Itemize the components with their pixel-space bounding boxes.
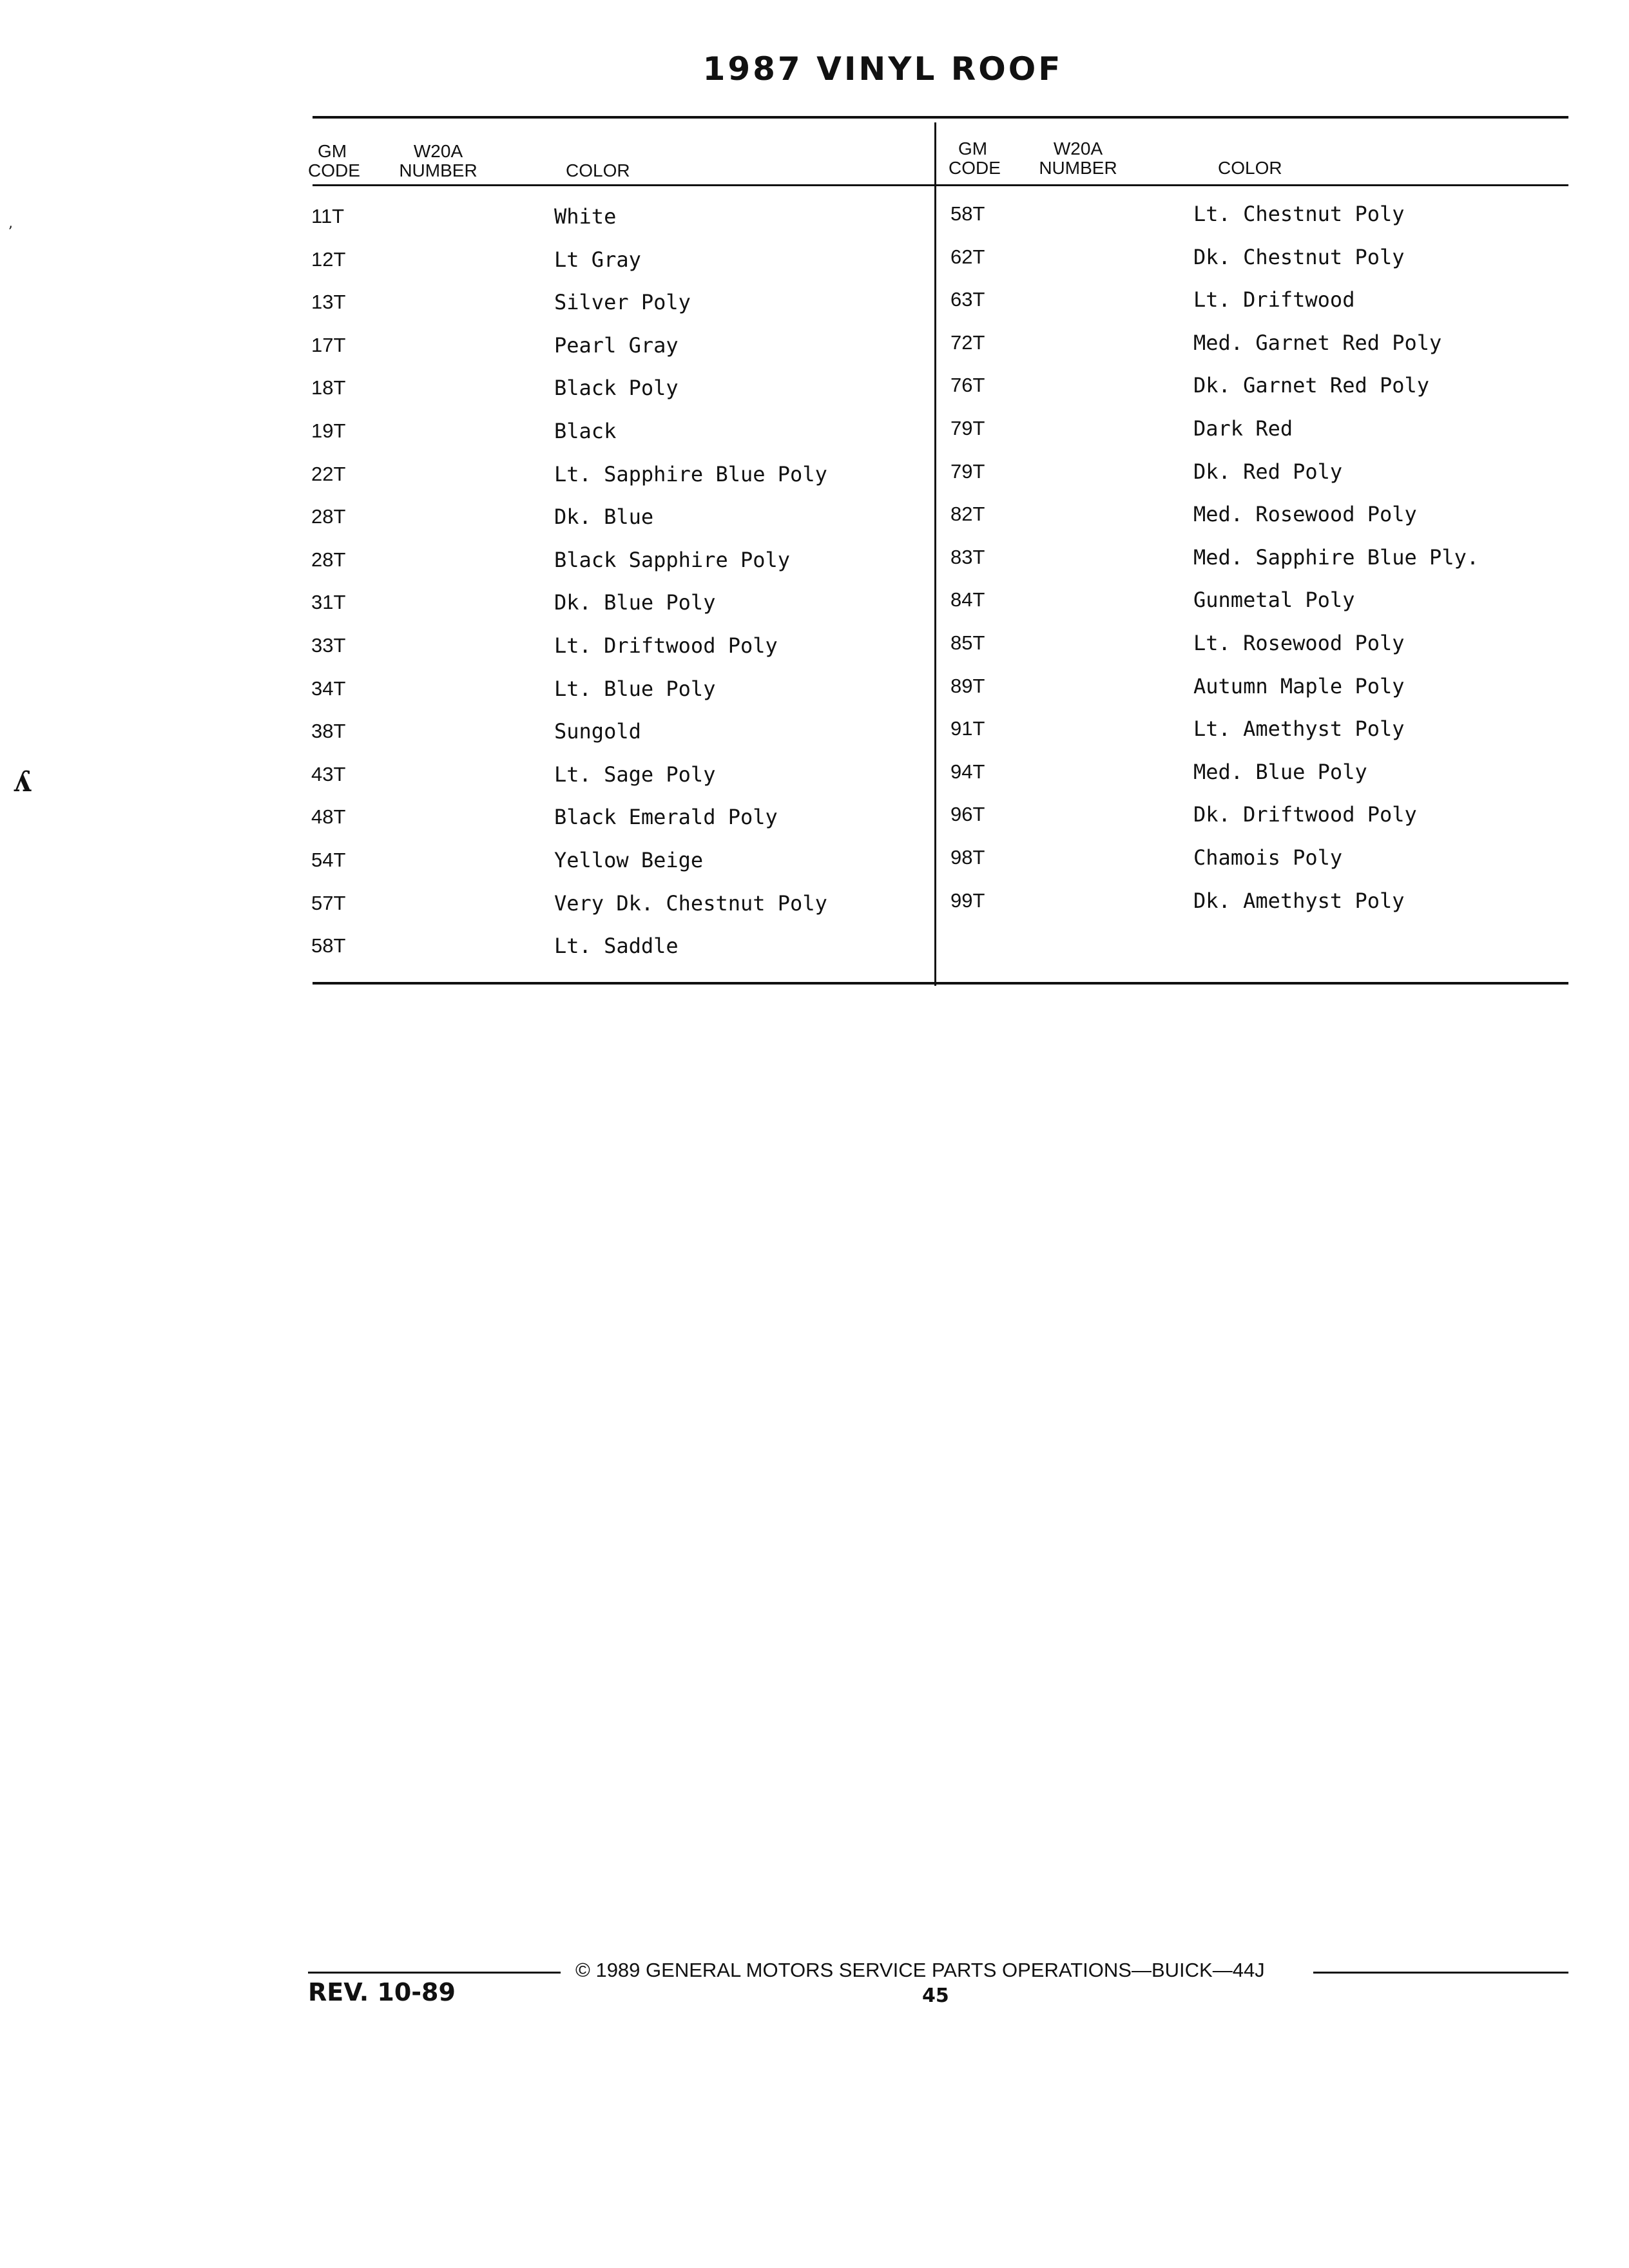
header-color-right <box>1218 159 1282 178</box>
revision-label: REV. 10-89 <box>308 1978 456 2006</box>
gm-code-cell: 13T <box>311 291 346 313</box>
color-cell: Lt. Rosewood Poly <box>1193 631 1405 655</box>
header-underline-rule <box>313 184 1568 186</box>
gm-code-cell: 54T <box>311 849 346 871</box>
header-w20a-line2: NUMBER <box>399 160 477 180</box>
header-gm-code-left <box>308 141 360 180</box>
color-cell: Black Poly <box>554 376 679 400</box>
gm-code-cell: 94T <box>950 760 985 783</box>
gm-code-cell: 58T <box>311 934 346 957</box>
gm-code-cell: 82T <box>950 503 985 525</box>
gm-code-cell: 33T <box>311 634 346 657</box>
gm-code-cell: 62T <box>950 245 985 268</box>
color-cell: Dark Red <box>1193 416 1293 441</box>
header-gm-code-right <box>949 139 1001 178</box>
color-cell: Autumn Maple Poly <box>1193 674 1405 698</box>
gm-code-cell: 28T <box>311 505 346 528</box>
column-divider <box>934 122 936 986</box>
color-cell: White <box>554 204 617 229</box>
color-cell: Med. Sapphire Blue Ply. <box>1193 545 1480 570</box>
color-cell: Gunmetal Poly <box>1193 588 1355 612</box>
gm-code-cell: 72T <box>950 331 985 354</box>
color-cell: Chamois Poly <box>1193 845 1343 870</box>
color-cell: Dk. Blue <box>554 505 654 529</box>
color-cell: Dk. Garnet Red Poly <box>1193 373 1430 398</box>
page-number: 45 <box>922 1984 949 2007</box>
table-bottom-rule <box>313 982 1568 985</box>
gm-code-cell: 85T <box>950 631 985 654</box>
header-color-left <box>566 161 630 180</box>
color-cell: Sungold <box>554 719 641 744</box>
gm-code-cell: 58T <box>950 202 985 225</box>
table-top-rule <box>313 116 1568 119</box>
header-gm-line1: GM <box>958 139 988 159</box>
color-cell: Med. Rosewood Poly <box>1193 502 1417 526</box>
gm-code-cell: 63T <box>950 288 985 311</box>
color-cell: Dk. Blue Poly <box>554 590 716 615</box>
scan-speck: ʎ <box>13 765 31 798</box>
gm-code-cell: 18T <box>311 376 346 399</box>
color-cell: Lt. Saddle <box>554 934 679 958</box>
gm-code-cell: 31T <box>311 591 346 613</box>
gm-code-cell: 57T <box>311 892 346 914</box>
color-cell: Lt. Chestnut Poly <box>1193 202 1405 226</box>
gm-code-cell: 17T <box>311 334 346 356</box>
gm-code-cell: 89T <box>950 675 985 697</box>
color-cell: Lt. Blue Poly <box>554 677 716 701</box>
color-cell: Lt. Amethyst Poly <box>1193 716 1405 741</box>
color-cell: Very Dk. Chestnut Poly <box>554 891 827 916</box>
header-gm-line1: GM <box>317 141 347 161</box>
gm-code-cell: 12T <box>311 248 346 271</box>
header-w20a-line1: W20A <box>1053 139 1103 159</box>
color-cell: Black Emerald Poly <box>554 805 778 829</box>
gm-code-cell: 98T <box>950 846 985 869</box>
color-cell: Lt. Sage Poly <box>554 762 716 787</box>
footer-rule-left <box>308 1972 561 1974</box>
color-cell: Lt. Driftwood <box>1193 287 1355 312</box>
color-cell: Silver Poly <box>554 290 691 314</box>
gm-code-cell: 83T <box>950 546 985 568</box>
footer-rule-right <box>1313 1972 1568 1974</box>
color-cell: Black Sapphire Poly <box>554 548 791 572</box>
color-cell: Med. Blue Poly <box>1193 760 1367 784</box>
color-cell: Dk. Driftwood Poly <box>1193 802 1417 827</box>
header-gm-line2: CODE <box>949 158 1001 178</box>
gm-code-cell: 79T <box>950 460 985 483</box>
gm-code-cell: 76T <box>950 374 985 396</box>
header-w20a-line2: NUMBER <box>1039 158 1117 178</box>
gm-code-cell: 79T <box>950 417 985 439</box>
gm-code-cell: 34T <box>311 677 346 700</box>
gm-code-cell: 43T <box>311 763 346 785</box>
header-w20a-left <box>396 142 480 180</box>
header-w20a-right <box>1036 139 1120 178</box>
color-cell: Black <box>554 419 617 443</box>
page-title: 1987 VINYL ROOF <box>702 50 1063 88</box>
color-cell: Dk. Red Poly <box>1193 459 1343 484</box>
header-color-label: COLOR <box>1218 158 1282 178</box>
gm-code-cell: 91T <box>950 717 985 740</box>
color-cell: Pearl Gray <box>554 333 679 358</box>
gm-code-cell: 19T <box>311 419 346 442</box>
color-cell: Med. Garnet Red Poly <box>1193 331 1442 355</box>
color-cell: Dk. Amethyst Poly <box>1193 889 1405 913</box>
gm-code-cell: 28T <box>311 548 346 571</box>
gm-code-cell: 48T <box>311 805 346 828</box>
copyright-notice: © 1989 GENERAL MOTORS SERVICE PARTS OPERATIONS—BUICK—44J <box>575 1959 1265 1981</box>
gm-code-cell: 11T <box>311 205 345 227</box>
gm-code-cell: 96T <box>950 803 985 825</box>
color-cell: Lt Gray <box>554 247 641 272</box>
gm-code-cell: 22T <box>311 463 346 485</box>
color-cell: Lt. Driftwood Poly <box>554 633 778 658</box>
gm-code-cell: 99T <box>950 889 985 912</box>
header-gm-line2: CODE <box>308 160 360 180</box>
scan-speck: ʼ <box>8 224 12 240</box>
gm-code-cell: 38T <box>311 720 346 742</box>
color-cell: Yellow Beige <box>554 848 704 872</box>
header-w20a-line1: W20A <box>413 141 463 161</box>
gm-code-cell: 84T <box>950 588 985 611</box>
header-color-label: COLOR <box>566 160 630 180</box>
color-cell: Dk. Chestnut Poly <box>1193 245 1405 269</box>
color-cell: Lt. Sapphire Blue Poly <box>554 462 827 486</box>
